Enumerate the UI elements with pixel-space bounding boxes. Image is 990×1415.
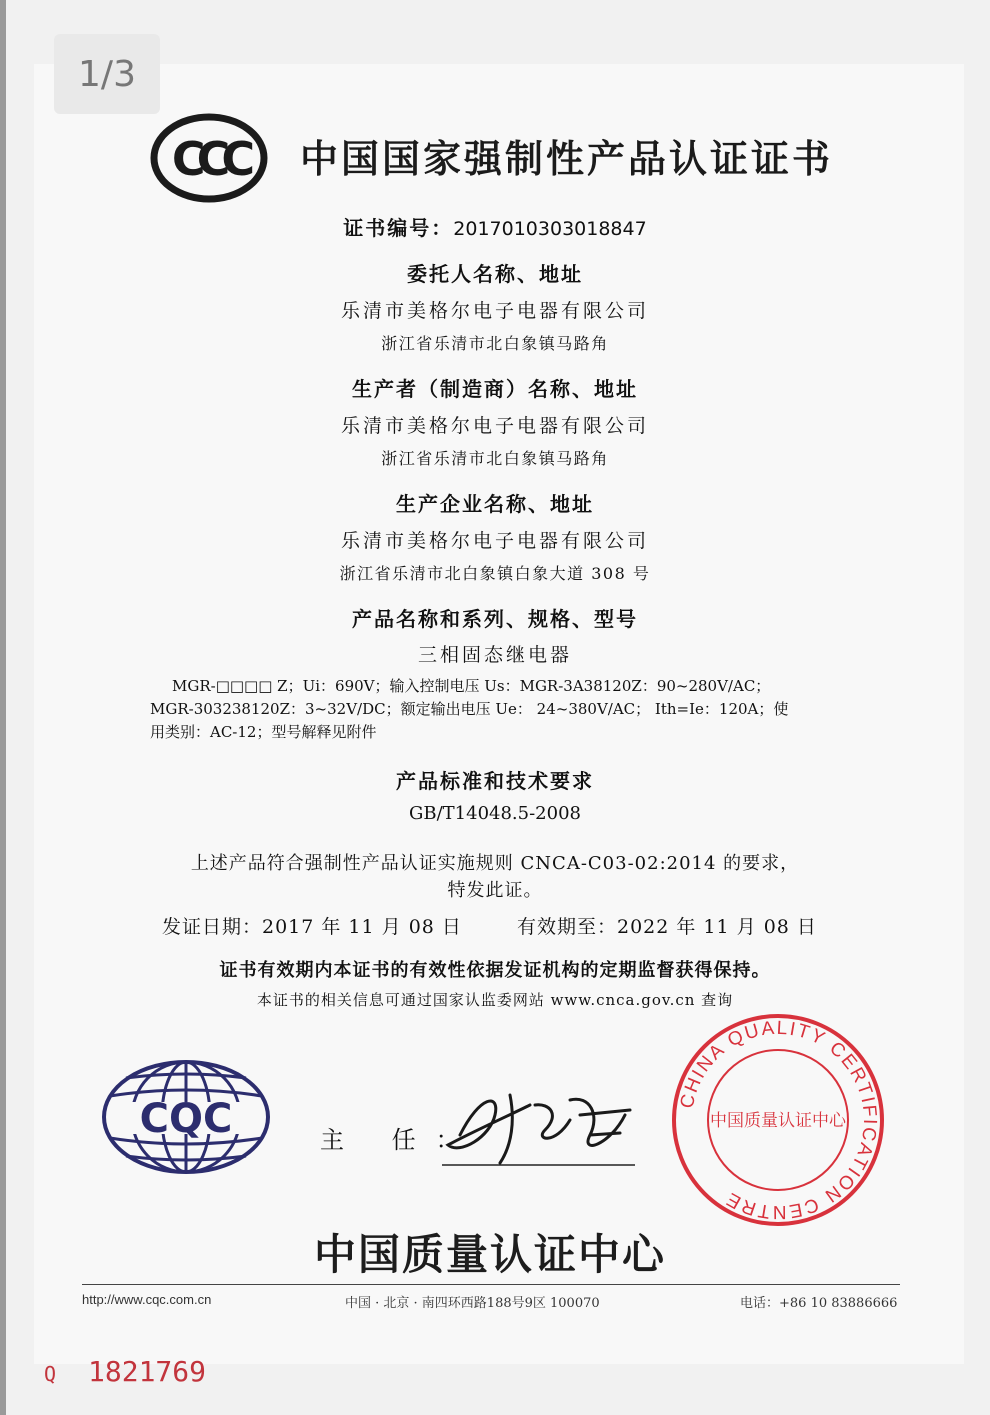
svg-text:CQC: CQC <box>139 1096 233 1142</box>
svg-text:中国质量认证中心: 中国质量认证中心 <box>710 1111 846 1131</box>
left-edge-shadow <box>0 0 6 1415</box>
factory-heading: 生产企业名称、地址 <box>396 492 594 516</box>
spec-line: MGR-303238120Z：3~32V/DC；额定输出电压 Ue： 24~380V/AC； Ith=Ie：120A；使 <box>150 700 789 718</box>
factory-name: 乐清市美格尔电子电器有限公司 <box>340 530 649 552</box>
certificate-number: 2017010303018847 <box>453 218 647 240</box>
serial-number: 1821769 <box>88 1355 207 1388</box>
footer-address: 中国 · 北京 · 南四环西路188号9区 100070 <box>345 1296 600 1311</box>
applicant-name: 乐清市美格尔电子电器有限公司 <box>340 300 649 322</box>
standard-value: GB/T14048.5-2008 <box>408 803 581 824</box>
footer-website: http://www.cqc.com.cn <box>82 1292 212 1307</box>
query-note: 本证书的相关信息可通过国家认监委网站 www.cnca.gov.cn 查询 <box>256 991 734 1009</box>
footer-phone: 电话：+86 10 83886666 <box>740 1296 898 1311</box>
issuing-organization: 中国质量认证中心 <box>313 1230 666 1279</box>
manufacturer-name: 乐清市美格尔电子电器有限公司 <box>340 415 649 437</box>
product-specification <box>150 675 850 744</box>
svg-text:CHINA QUALITY CERTIFICATION CE: CHINA QUALITY CERTIFICATION CENTRE <box>676 1017 881 1223</box>
issue-date: 发证日期：2017 年 11 月 08 日 <box>162 916 462 938</box>
product-name: 三相固态继电器 <box>417 644 572 666</box>
conformity-statement: 上述产品符合强制性产品认证实施规则 CNCA-C03-02:2014 的要求， <box>190 853 800 874</box>
manufacturer-heading: 生产者（制造商）名称、地址 <box>352 377 638 401</box>
footer-divider <box>82 1284 900 1285</box>
director-label: 主 任： <box>320 1126 480 1154</box>
spec-line: MGR-□□□□ Z；Ui：690V；输入控制电压 Us：MGR-3A38120Z：90~280V/AC； <box>172 677 771 695</box>
standard-heading: 产品标准和技术要求 <box>396 769 594 793</box>
product-heading: 产品名称和系列、规格、型号 <box>352 607 638 631</box>
factory-address: 浙江省乐清市北白象镇白象大道 308 号 <box>339 564 651 583</box>
conformity-statement-end: 特发此证。 <box>447 880 543 901</box>
page-indicator: 1/3 <box>54 34 160 114</box>
official-seal <box>668 1010 888 1230</box>
certificate-title: 中国国家强制性产品认证证书 <box>300 137 834 181</box>
svg-text:CCC: CCC <box>171 132 247 186</box>
director-signature <box>440 1075 640 1170</box>
manufacturer-address: 浙江省乐清市北白象镇马路角 <box>381 449 609 468</box>
cqc-globe-logo <box>100 1058 272 1176</box>
ccc-logo <box>150 112 268 204</box>
certificate-number-row <box>60 212 930 241</box>
applicant-heading: 委托人名称、地址 <box>407 262 583 286</box>
spec-line: 用类别：AC-12；型号解释见附件 <box>150 723 377 741</box>
applicant-address: 浙江省乐清市北白象镇马路角 <box>381 334 609 353</box>
serial-prefix: Q <box>44 1362 57 1386</box>
expiry-date: 有效期至：2022 年 11 月 08 日 <box>517 916 817 938</box>
certificate-number-label: 证书编号： <box>343 216 454 240</box>
validity-note: 证书有效期内本证书的有效性依据发证机构的定期监督获得保持。 <box>219 960 771 981</box>
